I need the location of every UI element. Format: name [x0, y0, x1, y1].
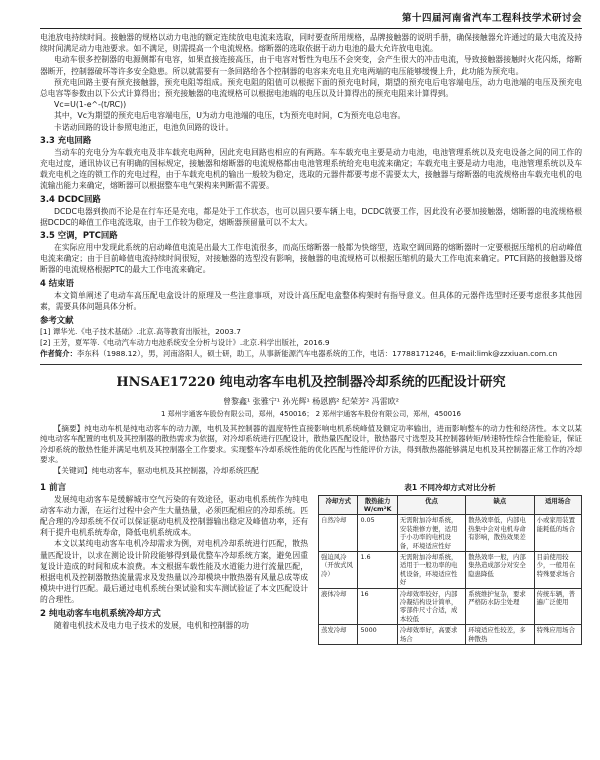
table-header-cell: 适用场合 — [534, 495, 581, 515]
table-header-row — [319, 495, 582, 515]
cooling-comparison-table — [318, 495, 582, 646]
table-row — [319, 588, 582, 625]
paragraph: 发展纯电动客车是缓解城市空气污染的有效途径，驱动电机系统作为纯电动客车动力源，在运行过程中会产生大量热量，必须匹配相应的冷却系统。匹配合理的冷却系统不仅可以保证驱动电机及控制器输出稳定及峰值功率，还有利于提升电机系统寿命，降低电机系统成本。 — [40, 494, 308, 538]
paragraph: 本文简单阐述了电动车高压配电盒设计的原理及一些注意事项，对设计高压配电盒整体构架时有指导意义。但具体的元器件选型时还要考虑很多其他因素，需要具体问题具体分析。 — [40, 290, 582, 311]
author-bio — [40, 349, 582, 360]
paper-authors: 曾黎鑫¹ 张雅宁¹ 孙光辉¹ 杨恩鸥² 纪荣芳² 冯雷欧² — [223, 396, 399, 406]
left-column — [40, 480, 308, 646]
author-bio-text: 李东科（1988.12），男，河南洛阳人，硕士研，助工，从事新能源汽车电器系统的工作，电话：17788171246，E-mail:limk@zzxiuan.com.cn — [76, 349, 558, 359]
paragraph: 随着电机技术及电力电子技术的发展，电机和控制器的功 — [54, 620, 249, 630]
table-row — [319, 625, 582, 645]
table-cell: 环境适应性较差，多种散热 — [466, 625, 534, 645]
right-column — [318, 480, 582, 646]
paper-affiliation: 1 郑州宇通客车股份有限公司，郑州，450016； 2 郑州宇通客车股份有限公司，郑州，450016 — [160, 409, 462, 418]
table-row — [319, 515, 582, 552]
page-body — [40, 32, 582, 645]
table-caption: 表1 不同冷却方式对比分析 — [404, 482, 496, 492]
references-title: 参考文献 — [40, 315, 74, 326]
paragraph: 其中，Vc为期望的预充电后电容端电压，U为动力电池端的电压，t为预充电时间，C为预充电总电容。 — [54, 111, 406, 121]
running-header — [40, 8, 582, 29]
paragraph: DCDC电器到换而不论是在行车还是充电，都是处于工作状态，也可以固只要车辆上电，DCDC就要工作，因此没有必要加接触器，熔断器的电流规格根据DCDC的峰值工作电流选取，由于工作较为稳定，熔断器预留量可以不太大。 — [40, 206, 582, 227]
table-cell: 16 — [358, 588, 397, 625]
table-cell: 目前使用较少，一般用在特殊要求场合 — [534, 551, 581, 588]
table-cell: 散热效率低，内部电热集中会对电机寿命有影响，散热效果差 — [466, 515, 534, 552]
table-header-cell: 散热能力 W/cm²K — [358, 495, 397, 515]
table-cell: 冷却效率好，高要求场合 — [397, 625, 465, 645]
paragraph: 本文以某纯电动客车电机冷却需求为例，对电机冷却系统进行匹配，散热量匹配设计，以求在测论设计阶段能够得到最优整车冷却系统方案，避免因重复设计造成的时间和成本浪费。本文根据车载性能及水道能力进行流量匹配，根据电机及控制器散热流量需求及发热量以冷却模块中散热器有风量总成等成模块中进行匹配。最后通过电机系统台架试验和实车测试验证了本文匹配设计的合理性。 — [40, 539, 308, 605]
paper-title: HNSAE17220 纯电动客车电机及控制器冷却系统的匹配设计研究 — [116, 374, 506, 390]
table-cell: 自然冷却 — [319, 515, 358, 552]
table-cell: 液体冷却 — [319, 588, 358, 625]
section-heading: 3.4 DCDC回路 — [40, 193, 101, 204]
section-heading: 2 纯电动客车电机系统冷却方式 — [40, 608, 161, 619]
divider — [40, 364, 582, 365]
table-cell: 系统维护复杂，要求严格防水防尘处理 — [466, 588, 534, 625]
table-header-cell: 优点 — [397, 495, 465, 515]
section-heading: 1 前言 — [40, 482, 67, 493]
table-row — [319, 551, 582, 588]
section-heading: 3.5 空调，PTC回路 — [40, 230, 118, 241]
paragraph: 预充电回路主要有预充接触器，预充电阻等组成。预充电阻的阻值可以根据下面的预充电时间，期望的预充电后电容端电压，动力电池端的电压及预充电总电容等参数由以下公式计算得出；预充接触器的电流规格可以根据电池端的电压以及计算得出的预充电阻来计算得到。 — [40, 77, 582, 99]
section-heading: 3.3 充电回路 — [40, 134, 92, 145]
table-cell: 冷却效率较好，内部冷凝结构设计简单，零部件尺寸合适，成本较低 — [397, 588, 465, 625]
table-header-cell: 冷却方式 — [319, 495, 358, 515]
author-bio-label: 作者简介： — [40, 349, 77, 359]
table-cell: 特殊应用场合 — [534, 625, 581, 645]
paragraph: 在实际应用中发现此系统的启动峰值电流是出最大工作电流很多，而高压熔断器一般都为快熔型，选取空调回路的熔断器时一定要根据压缩机的启动峰值电流来确定；由于目前峰值电流持续时间很短，对接触器的选型没有影响，接触器的电流规格可以根据压缩机的最大工作电流来确定。PTC回路的接触器及熔断器的电流规格根据PTC的最大工作电流来确定。 — [40, 243, 582, 275]
reference-item: [2] 王芳，夏军等.《电动汽车动力电池系统安全分析与设计》.北京.科学出版社，2016.9 — [40, 337, 330, 347]
reference-item: [1] 谭华光.《电子技术基础》.北京.高等教育出版社，2003.7 — [40, 327, 241, 337]
formula: Vc=U(1-e^-(t/RC)) — [54, 100, 127, 110]
paragraph: 卡诺动回路的设计参照电池正，电池负回路的设计。 — [54, 122, 234, 132]
section-heading: 4 结束语 — [40, 277, 74, 288]
paragraph: 电动车很多控制器的电源侧都有电容，如果直接连接高压，由于电容对暂性为电压不会突变，会产生很大的冲击电流，导致接触器接触时火花闪烁，熔断器断开，控制器破坏等许多安全隐患。所以就需要有一条回路给各个控制器的电容来充电且充电两端的电压能够缓慢上升，此功能为预充电。 — [40, 55, 582, 76]
table-cell: 5000 — [358, 625, 397, 645]
keywords: 【关键词】纯电动客车，驱动电机及其控制器，冷却系统匹配 — [53, 465, 259, 475]
table-cell: 蒸发冷却 — [319, 625, 358, 645]
abstract: 【摘要】纯电动车机是纯电动客车的动力源，电机及其控制器的温度特性直接影响电机系统峰值及额定功率输出，进而影响整车的动力性和经济性。本文以某纯电动客车配置的电机及其控制器的散热需求为依据，对冷却系统进行匹配设计，散热量匹配设计，散热器尺寸选型及其控制器转矩/转速特性综合性能验证，保证冷却系统的散热性能并满足电机及其控制器全工作要求。实现整车冷却系统性能的优化匹配与性能评价方法，得到散热器能够满足电机及其控制器正常工作的冷却要求。 — [40, 423, 582, 465]
table-cell: 0.05 — [358, 515, 397, 552]
table-header-cell: 缺点 — [466, 495, 534, 515]
table-cell: 小或家用装置能耗低的场合 — [534, 515, 581, 552]
header-title: 第十四届河南省汽车工程科技学术研讨会 — [401, 13, 582, 24]
table-cell: 无需附加冷却系统，适用于一般功率的电机设备，环境适应性好 — [397, 551, 465, 588]
paragraph: 当动车的充电分为车载充电及非车载充电两种，因此充电回路也相应的有两路。车车载充电主要是动力电池，电池管理系统以及充电设备之间的同工作的充电过度，通讯协议已有明确的国标规定，接触器和熔断器的电流规格都由电池管理系统给充电电流来确定；车载充电主要是动力电池，电池管理系统以及车载充电机之连的锁工作的充电过程，由于车载充电机的输出一般较为稳定，选取的元器件都要考虑不需要太大，接触器与熔断器的电流规格由车载充电机的电流输出能力来确定，熔断器可以根据整车电气架构来判断需不需要。 — [40, 147, 582, 191]
table-cell: 传统车辆，普遍广泛使用 — [534, 588, 581, 625]
paragraph: 电池放电持续时间。接触器的规格以动力电池的额定连续放电电流来选取，同时要查所用规格，品牌接触器的说明手册，确保接触器允许通过的最大电流及持续时间满足动力电池要求。如不满足，则需提高一个电流规格。熔断器的选取依据于动力电池的最大允许放电电流。 — [40, 33, 582, 54]
table-cell: 1.6 — [358, 551, 397, 588]
two-column-area — [40, 480, 582, 646]
table-cell: 无需附加冷却系统，安装维修方便，适用于小功率的电机设备，环境适应性好 — [397, 515, 465, 552]
table-cell: 强迫风冷（开放式风冷） — [319, 551, 358, 588]
table-cell: 散热效率一般，内部集热造成部分对安全隐患降低 — [466, 551, 534, 588]
